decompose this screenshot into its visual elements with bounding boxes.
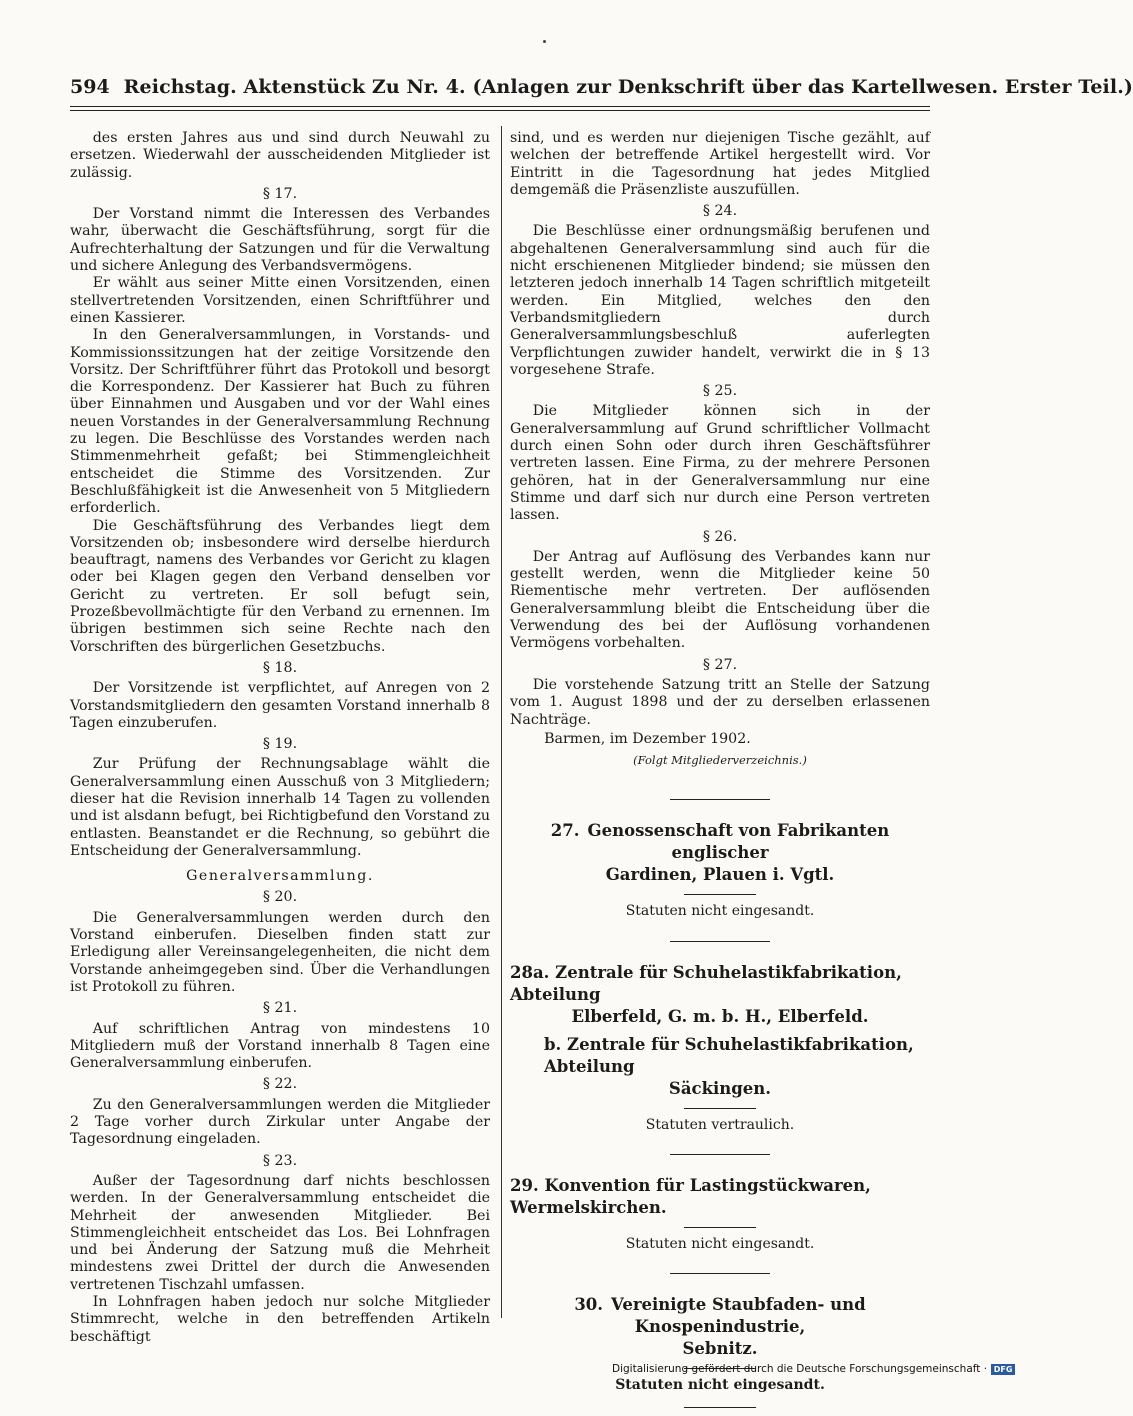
- section-rule: [670, 1154, 770, 1155]
- entry-rule: [684, 1108, 756, 1109]
- paragraph: Die Mitglieder können sich in der Generalversammlung auf Grund schriftlicher Vollmacht durch einen Sohn oder durch ihren Geschäftsführer vertreten lassen. Eine Firma, zu der mehrere Personen gehören, hat in der Generalversammlung nur eine Stimme und darf sich nur durch eine Person vertreten lassen.: [510, 403, 930, 524]
- header-rule-thin: [70, 110, 930, 111]
- section-rule: [670, 1273, 770, 1274]
- entry-rule: [684, 1227, 756, 1228]
- entry-title-line: Sebnitz.: [682, 1339, 758, 1359]
- entry-rule: [684, 894, 756, 895]
- appendix-note: (Folgt Mitgliederverzeichnis.): [633, 753, 807, 768]
- section-heading: § 21.: [262, 1000, 298, 1017]
- entry-30: [510, 1294, 930, 1407]
- entry-number: 27.: [550, 821, 580, 841]
- entry-29: [510, 1175, 930, 1253]
- section-heading: § 20.: [262, 889, 298, 906]
- section-heading: § 19.: [262, 736, 298, 753]
- entry-27-title: [510, 820, 930, 864]
- entry-title-line: Elberfeld, G. m. b. H., Elberfeld.: [571, 1006, 869, 1026]
- entry-status: Statuten nicht eingesandt.: [615, 1377, 825, 1394]
- entry-29-title: [510, 1175, 930, 1219]
- section-heading: § 27.: [702, 656, 738, 673]
- place-date: Barmen, im Dezember 1902.: [544, 730, 751, 747]
- running-title: Reichstag. Aktenstück Zu Nr. 4. (Anlagen zur Denkschrift über das Kartellwesen. Erster Teil.): [123, 76, 1133, 98]
- column-divider: [501, 126, 502, 1318]
- entry-title-line: Zentrale für Schuhelastikfabrikation, Abteilung: [544, 1034, 914, 1076]
- page-header: [70, 76, 1133, 98]
- entry-status: Statuten nicht eingesandt.: [625, 903, 815, 920]
- entry-rule: [684, 1407, 756, 1408]
- paragraph: In den Generalversammlungen, in Vorstands- und Kommissionssitzungen hat der zeitige Vorsitzende den Vorsitz. Der Schriftführer führt das Protokoll und besorgt die Korrespondenz. Der Kassierer hat Buch zu führen über Einnahmen und Ausgaben und vor der Wahl eines neuen Vorstandes in der Generalversammlung Rechnung zu legen. Die Beschlüsse des Vorstandes werden nach Stimmenmehrheit gefaßt; bei Stimmengleichheit entscheidet die Stimme des Vorsitzenden. Zur Beschlußfähigkeit ist die Anwesenheit von 5 Mitgliedern erforderlich.: [70, 327, 490, 517]
- left-column: [70, 130, 490, 1346]
- entry-title-line: Konvention für Lastingstückwaren, Wermelskirchen.: [510, 1175, 871, 1217]
- paragraph: Zu den Generalversammlungen werden die Mitglieder 2 Tage vorher durch Zirkular unter Angabe der Tagesordnung eingeladen.: [70, 1096, 490, 1148]
- right-column: [510, 130, 930, 1416]
- entry-title-line: Genossenschaft von Fabrikanten englischer: [587, 821, 890, 863]
- entry-28a-title: [510, 962, 930, 1006]
- paragraph: sind, und es werden nur diejenigen Tische gezählt, auf welchen der betreffende Artikel hergestellt wird. Vor Eintritt in die Tagesordnung hat jedes Mitglied demgemäß die Präsenzliste auszufüllen.: [510, 130, 930, 198]
- section-heading: § 23.: [262, 1152, 298, 1169]
- entry-title-line: Gardinen, Plauen i. Vgtl.: [605, 865, 835, 885]
- paragraph: Er wählt aus seiner Mitte einen Vorsitzenden, einen stellvertretenden Vorsitzenden, einen Schriftführer und einen Kassierer.: [70, 275, 490, 326]
- paragraph: Die Geschäftsführung des Verbandes liegt dem Vorsitzenden ob; insbesondere wird derselbe hierdurch beauftragt, namens des Verbandes vor Gericht zu klagen oder bei Klagen gegen den Verband denselben vor Gericht zu vertreten. Er soll befugt sein, Prozeßbevollmächtigte für den Verband zu ernennen. Im übrigen bestimmen sich seine Rechte nach den Vorschriften des bürgerlichen Gesetzbuchs.: [70, 517, 490, 655]
- section-rule: [670, 941, 770, 942]
- section-heading: § 18.: [262, 659, 298, 676]
- section-heading: § 26.: [702, 528, 738, 545]
- paragraph: Der Vorsitzende ist verpflichtet, auf Anregen von 2 Vorstandsmitgliedern den gesamten Vorstand innerhalb 8 Tagen einzuberufen.: [70, 680, 490, 731]
- paragraph: des ersten Jahres aus und sind durch Neuwahl zu ersetzen. Wiederwahl der ausscheidenden Mitglieder ist zulässig.: [70, 130, 490, 181]
- page-number: 594: [70, 76, 110, 98]
- section-heading: § 24.: [702, 203, 738, 220]
- section-heading: § 22.: [262, 1076, 298, 1093]
- entry-title-line: Säckingen.: [668, 1078, 772, 1098]
- paragraph: Der Vorstand nimmt die Interessen des Verbandes wahr, überwacht die Geschäftsführung, sorgt für die Aufrechterhaltung der Satzungen und für die Verwaltung und sichere Anlegung des Verbandsvermögens.: [70, 206, 490, 275]
- paragraph: Die Generalversammlungen werden durch den Vorstand einberufen. Dieselben finden statt zur Erledigung aller Vereinsangelegenheiten, die nicht dem Vorstande anheimgegeben sind. Über die Verhandlungen ist Protokoll zu führen.: [70, 909, 490, 995]
- paragraph: Außer der Tagesordnung darf nichts beschlossen werden. In der Generalversammlung entscheidet die Mehrheit der anwesenden Mitglieder. Bei Stimmengleichheit entscheidet das Los. Bei Lohnfragen und bei Änderung der Satzung muß die Mehrheit mindestens zwei Drittel der durch die Anwesenden vertretenen Tischzahl umfassen.: [70, 1172, 490, 1293]
- paragraph: Auf schriftlichen Antrag von mindestens 10 Mitgliedern muß der Vorstand innerhalb 8 Tagen eine Generalversammlung einberufen.: [70, 1020, 490, 1072]
- entry-27: [510, 820, 930, 920]
- entry-number: 29.: [510, 1175, 539, 1195]
- paragraph: In Lohnfragen haben jedoch nur solche Mitglieder Stimmrecht, welche in den betreffenden Artikeln beschäftigt: [70, 1294, 490, 1345]
- credit-text: Digitalisierung gefördert durch die Deutsche Forschungsgemeinschaft ·: [612, 1363, 988, 1375]
- dfg-logo: DFG: [991, 1364, 1015, 1375]
- entry-status: Statuten nicht eingesandt.: [625, 1235, 815, 1252]
- entry-number: 28a.: [510, 962, 550, 982]
- entry-number: b.: [544, 1034, 562, 1054]
- paragraph: Die Beschlüsse einer ordnungsmäßig berufenen und abgehaltenen Generalversammlung sind auch für die nicht erschienenen Mitglieder bindend; sie müssen den letzteren jedoch innerhalb 14 Tagen schriftlich mitgeteilt werden. Ein Mitglied, welches den den Verbandsmitgliedern durch Generalversammlungsbeschluß auferlegten Verpflichtungen zuwider handelt, verwirkt die in § 13 vorgesehene Strafe.: [510, 223, 930, 378]
- entry-title-line: Vereinigte Staubfaden- und Knospenindustrie,: [611, 1295, 866, 1337]
- section-rule: [670, 799, 770, 800]
- entry-title-line: Zentrale für Schuhelastikfabrikation, Abteilung: [510, 962, 902, 1004]
- right-column-body: [510, 130, 930, 729]
- entry-30-title: [510, 1294, 930, 1338]
- digitization-credit: [612, 1363, 1015, 1375]
- paragraph: Zur Prüfung der Rechnungsablage wählt die Generalversammlung einen Ausschuß von 3 Mitgliedern; dieser hat die Revision innerhalb 14 Tagen zu vollenden und ist alsdann befugt, bei Richtigbefund den Vorstand zu entlasten. Beanstandet er die Rechnung, so gebührt die Entscheidung der Generalversammlung.: [70, 756, 490, 859]
- paragraph: Der Antrag auf Auflösung des Verbandes kann nur gestellt werden, wenn die Mitglieder keine 50 Riementische mehr vertreten. Der auflösenden Generalversammlung bleibt die Entscheidung über die Verwendung des bei der Auflösung vorhandenen Vermögens vorbehalten.: [510, 548, 930, 652]
- header-rule: [70, 106, 930, 107]
- subsection-heading: Generalversammlung.: [186, 868, 374, 885]
- section-heading: § 25.: [702, 383, 738, 400]
- entry-28: [510, 962, 930, 1134]
- entry-status: Statuten vertraulich.: [645, 1116, 795, 1133]
- paragraph: Die vorstehende Satzung tritt an Stelle der Satzung vom 1. August 1898 und der zu derselben erlassenen Nachträge.: [510, 676, 930, 728]
- entry-number: 30.: [574, 1295, 604, 1315]
- entry-28b-title: [510, 1034, 930, 1078]
- section-heading: § 17.: [262, 185, 298, 202]
- scan-speck: [543, 40, 546, 43]
